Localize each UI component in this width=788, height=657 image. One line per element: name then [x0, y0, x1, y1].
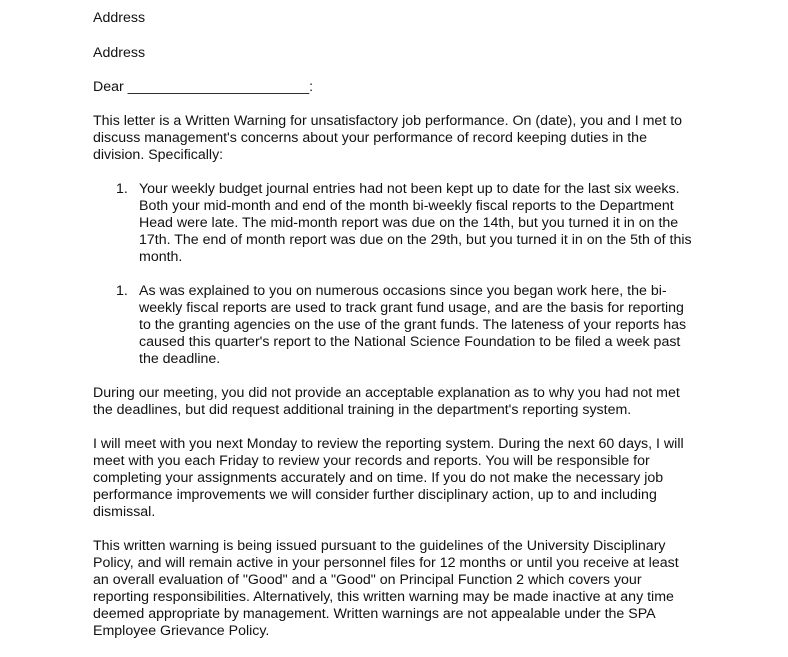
list-item-line: Your weekly budget journal entries had not been kept up to date for the last six weeks.	[139, 181, 680, 197]
list-item-line: Head were late. The mid-month report was due on the 14th, but you turned it in on the	[139, 215, 679, 231]
policy-line: Employee Grievance Policy.	[93, 623, 270, 639]
list-item-line: to the granting agencies on the use of the grant funds. The lateness of your reports has	[139, 317, 687, 333]
plan-paragraph	[93, 436, 703, 521]
policy-line: This written warning is being issued pursuant to the guidelines of the University Disciplinary	[93, 538, 666, 554]
plan-line: I will meet with you next Monday to review the reporting system. During the next 60 days, I will	[93, 436, 684, 452]
list-item-line: weekly fiscal reports are used to track grant fund usage, and are the basis for reporting	[139, 300, 684, 316]
address-line-1: Address	[93, 10, 146, 26]
list-item-line: caused this quarter's report to the National Science Foundation to be filed a week past	[139, 334, 681, 350]
policy-line: Policy, and will remain active in your personnel files for 12 months or until you receive at least	[93, 555, 679, 571]
plan-line: meet with you each Friday to review your records and reports. You will be responsible for	[93, 453, 650, 469]
list-item-line: Both your mid-month and end of the month bi-weekly fiscal reports to the Department	[139, 198, 674, 214]
policy-line: deemed appropriate by management. Written warnings are not appealable under the SPA	[93, 606, 656, 622]
plan-line: completing your assignments accurately and on time. If you do not make the necessary job	[93, 470, 664, 486]
list-item-line: As was explained to you on numerous occasions since you began work here, the bi-	[139, 283, 667, 299]
policy-paragraph	[93, 538, 703, 640]
list-item-number: 1.	[116, 181, 128, 197]
list-item-2	[93, 283, 703, 368]
plan-line: performance improvements we will consider further disciplinary action, up to and including	[93, 487, 657, 503]
list-item-line: the deadline.	[139, 351, 221, 367]
list-item-number: 1.	[116, 283, 128, 299]
intro-line: This letter is a Written Warning for unsatisfactory job performance. On (date), you and I met to	[93, 113, 683, 129]
policy-line: reporting responsibilities. Alternatively, this written warning may be made inactive at any time	[93, 589, 674, 605]
list-item-1	[93, 181, 703, 266]
meeting-paragraph	[93, 385, 703, 419]
address-line-2: Address	[93, 45, 146, 61]
list-item-line: 17th. The end of month report was due on the 29th, but you turned it in on the 5th of this	[139, 232, 692, 248]
intro-line: discuss management's concerns about your performance of record keeping duties in the	[93, 130, 647, 146]
meeting-line: During our meeting, you did not provide an acceptable explanation as to why you had not met	[93, 385, 680, 401]
salutation: Dear _______________________:	[93, 79, 314, 95]
letter-page	[93, 10, 703, 657]
meeting-line: the deadlines, but did request additional training in the department's reporting system.	[93, 402, 632, 418]
intro-line: division. Specifically:	[93, 147, 224, 163]
policy-line: an overall evaluation of "Good" and a "Good" on Principal Function 2 which covers your	[93, 572, 642, 588]
plan-line: dismissal.	[93, 504, 156, 520]
list-item-line: month.	[139, 249, 183, 265]
intro-paragraph	[93, 113, 703, 164]
